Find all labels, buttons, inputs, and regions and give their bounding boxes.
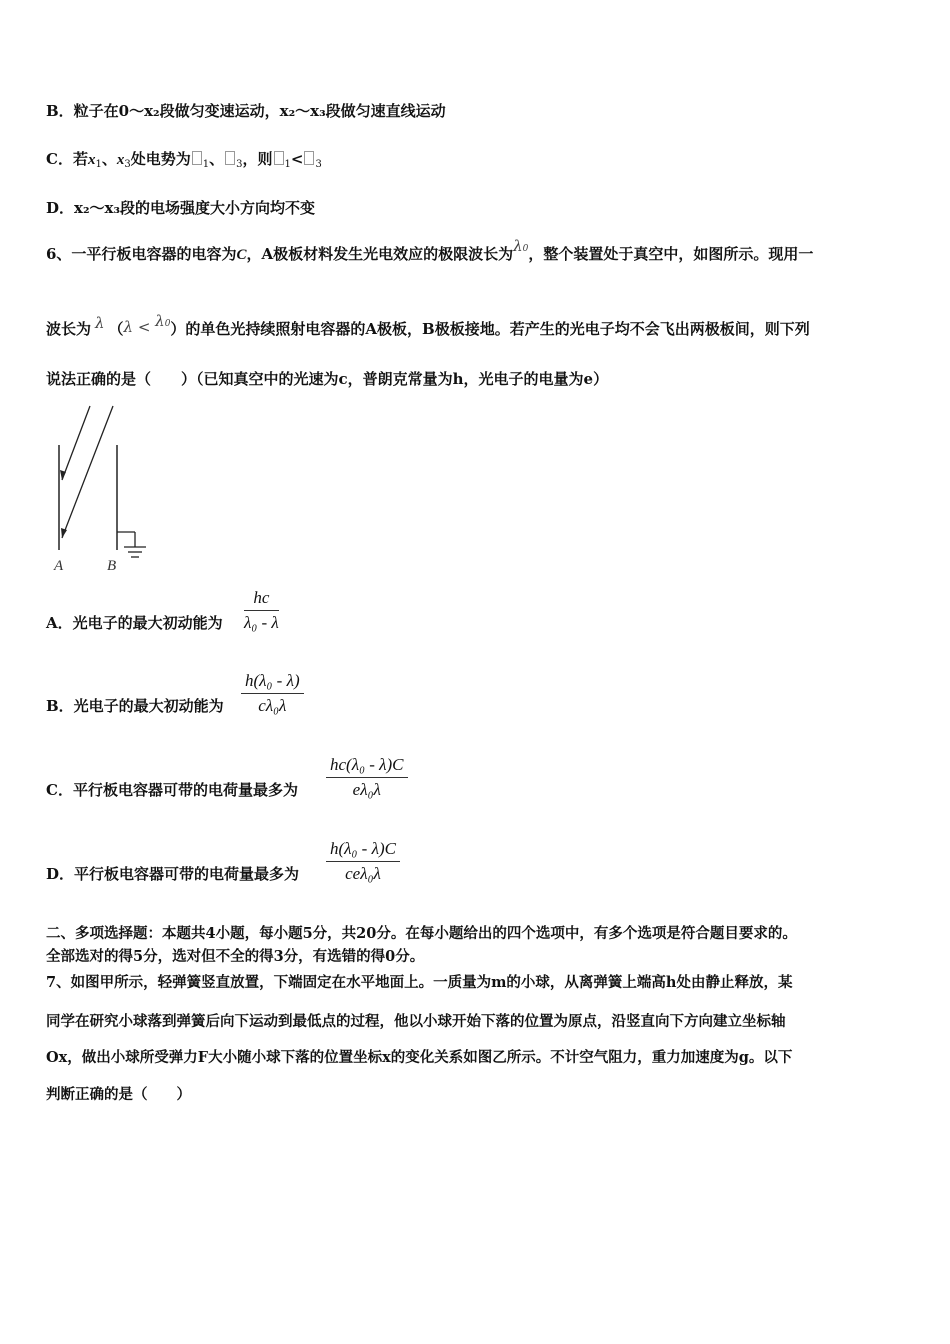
q6-line3: 说法正确的是（ ）（已知真空中的光速为c，普朗克常量为h，光电子的电量为e）: [46, 370, 609, 388]
option-c-prefix: C．若: [46, 150, 88, 168]
fraction-b: [241, 671, 304, 716]
fraction-c-numerator: hc(λ₀ - λ)C: [326, 755, 408, 778]
option-c-mid1: 处电势为: [130, 150, 191, 168]
missing-glyph-box: [274, 151, 284, 165]
section2-line1: 二、多项选择题：本题共4小题，每小题5分，共20分。在每小题给出的四个选项中，有多个选项是符合题目要求的。: [46, 925, 797, 942]
q6-line2-c: ）的单色光持续照射电容器的A极板，B极板接地。若产生的光电子均不会飞出两极板间，则下列: [170, 320, 810, 338]
fraction-d-numerator: h(λ₀ - λ)C: [326, 839, 400, 862]
fraction-d-denominator: ceλ₀λ: [345, 864, 381, 883]
section2-line2: 全部选对的得5分，选对但不全的得3分，有选错的得0分。: [46, 948, 425, 965]
fraction-b-numerator: h(λ₀ - λ): [241, 671, 304, 694]
fraction-a-denominator: λ₀ - λ: [244, 613, 279, 632]
q7-line4: 判断正确的是（ ）: [46, 1086, 191, 1103]
q6-line1-b: ，A极板材料发生光电效应的极限波长为: [246, 245, 514, 263]
q7-line2: 同学在研究小球落到弹簧后向下运动到最低点的过程，他以小球开始下落的位置为原点，沿竖直向下方向建立坐标轴: [46, 1013, 786, 1030]
fraction-d: [326, 839, 400, 884]
capacitor-figure: [40, 400, 170, 580]
missing-glyph-box: [304, 151, 314, 165]
fraction-a-numerator: hc: [244, 588, 279, 611]
label-a: A: [54, 558, 64, 574]
arrowhead-2: [61, 528, 67, 538]
option-d-prev: D．x₂～x₃段的电场强度大小方向均不变: [46, 199, 316, 217]
q6-line2-b: （: [108, 320, 124, 338]
q6-line1-a: 6、一平行板电容器的电容为: [46, 245, 237, 263]
q6-line1: 6、一平行板电容器的电容为C，A极板材料发生光电效应的极限波长为λ0，整个装置处于真空中，如图所示。现用一: [46, 237, 814, 263]
q6-line1-c: ，整个装置处于真空中，如图所示。现用一: [528, 245, 814, 263]
light-ray-2: [62, 406, 113, 538]
q7-line1: 7、如图甲所示，轻弹簧竖直放置，下端固定在水平地面上。一质量为m的小球，从离弹簧上端高h处由静止释放，某: [46, 974, 793, 991]
q6-capacitance: C: [236, 247, 247, 263]
missing-glyph-box: [225, 151, 235, 165]
q6-option-b: B．光电子的最大初动能为: [46, 697, 224, 715]
fraction-a: [244, 588, 279, 633]
light-ray-1: [62, 406, 90, 480]
option-b-prev: B．粒子在0～x₂段做匀变速运动，x₂～x₃段做匀速直线运动: [46, 102, 446, 120]
q6-line2: 波长为 λ （λ < λ0）的单色光持续照射电容器的A极板，B极板接地。若产生的光电子均不会飞出两极板间，则下列: [46, 312, 810, 338]
q6-line2-a: 波长为: [46, 320, 92, 338]
label-b: B: [107, 558, 117, 574]
missing-glyph-box: [192, 151, 202, 165]
fraction-b-denominator: cλ₀λ: [258, 696, 287, 715]
q6-option-c: C．平行板电容器可带的电荷量最多为: [46, 781, 298, 799]
fraction-c-denominator: eλ₀λ: [352, 780, 381, 799]
option-c-prev: C．若$x_1$、$x_3$处电势为 $_1$、 $_3$，则 $_1$< $_3$: [46, 150, 322, 170]
q7-line3: Ox，做出小球所受弹力F大小随小球下落的位置坐标x的变化关系如图乙所示。不计空气阻力，重力加速度为g。以下: [46, 1049, 793, 1066]
q6-option-a: A．光电子的最大初动能为: [46, 614, 223, 632]
fraction-c: [326, 755, 408, 800]
option-c-mid2: ，则: [242, 150, 273, 168]
q6-option-d: D．平行板电容器可带的电荷量最多为: [46, 865, 300, 883]
